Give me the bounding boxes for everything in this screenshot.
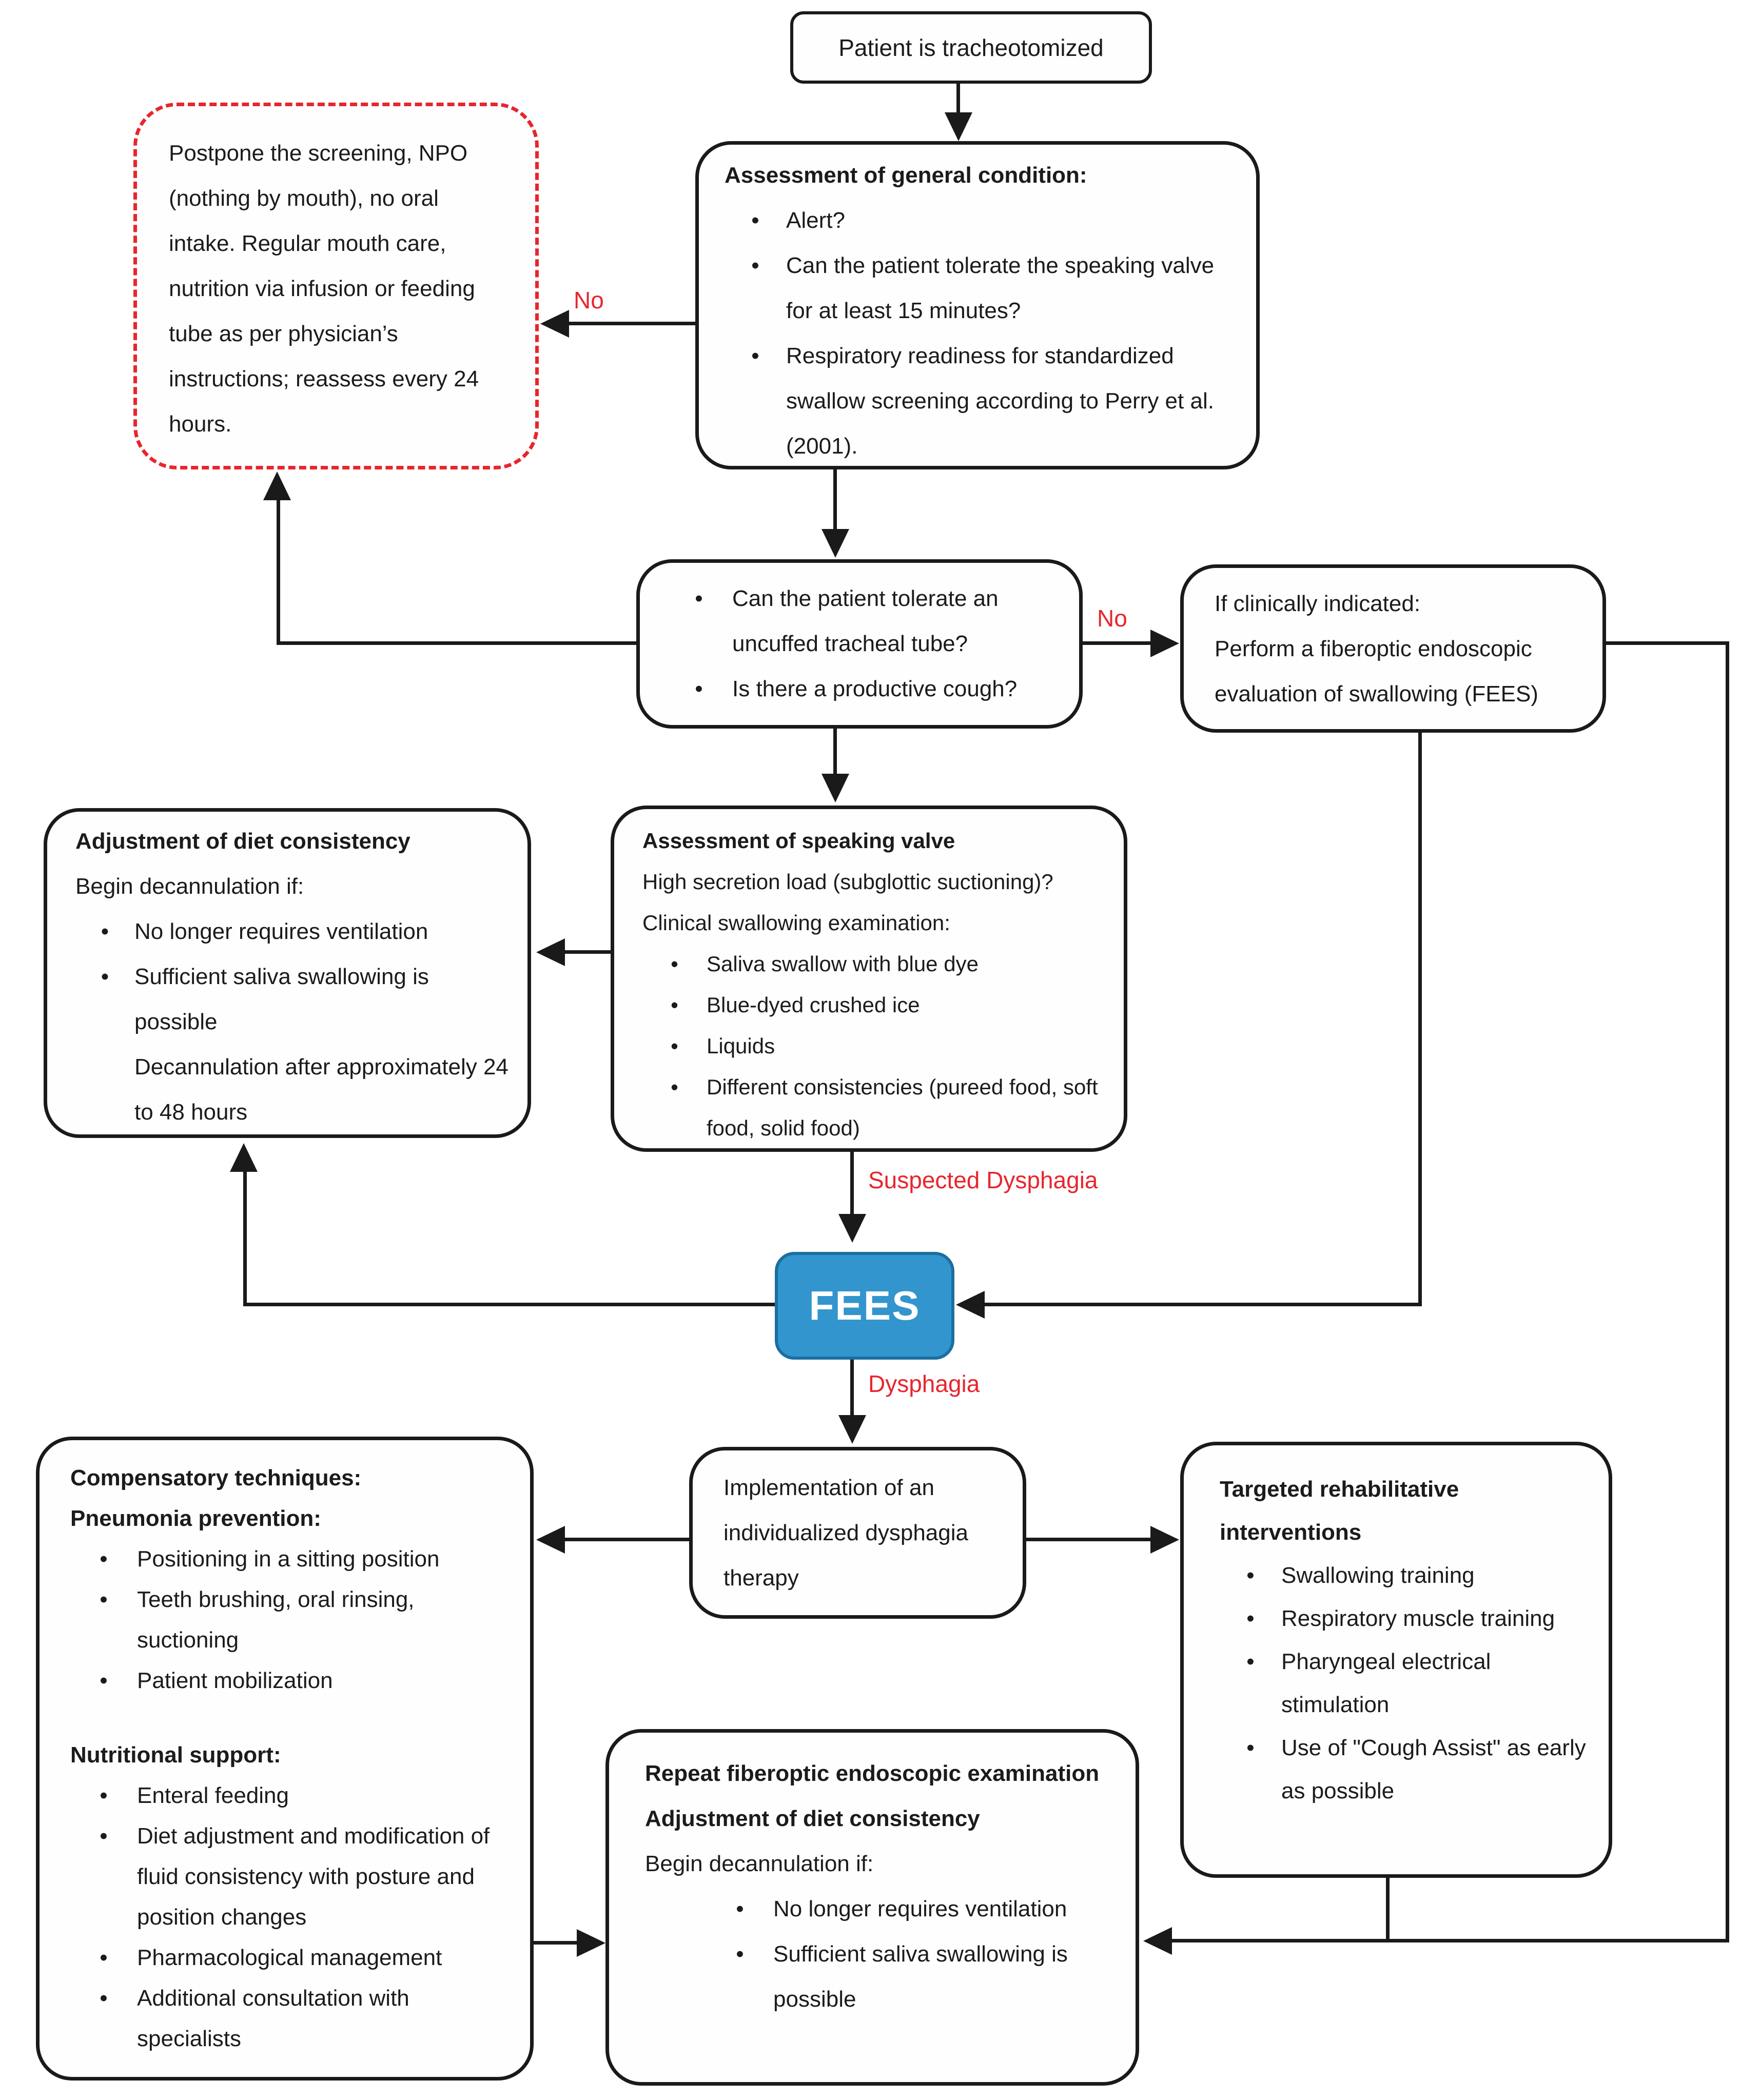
node-implementation-therapy bbox=[689, 1447, 1026, 1619]
node-postpone-text: Postpone the screening, NPO (nothing by mouth), no oral intake. Regular mouth care, nutrition via infusion or feeding tube as per physician’s instructions; reassess every 24 hours. bbox=[169, 141, 479, 437]
bullet-item: • Blue-dyed crushed ice bbox=[642, 985, 1108, 1026]
bullet-dot bbox=[642, 985, 707, 1026]
edge-implementation-targeted-arrowhead bbox=[1150, 1526, 1179, 1554]
bullet-dot bbox=[642, 1067, 707, 1108]
node-assessment-speaking-valve bbox=[611, 806, 1127, 1152]
bullet-dot bbox=[642, 944, 707, 985]
edge-assessment-postpone-arrowhead bbox=[540, 310, 569, 338]
edge-assessment-postpone-line bbox=[567, 322, 695, 325]
edge-implementation-targeted-line bbox=[1026, 1538, 1152, 1541]
edge-fees-diet-hline bbox=[245, 1303, 775, 1306]
edge-decision-speaking-line bbox=[833, 729, 837, 776]
bullet-dot bbox=[70, 1937, 137, 1978]
edge-clinically-repeat-hline-top bbox=[1606, 641, 1729, 645]
bullet-item: • Pharmacological management bbox=[70, 1937, 515, 1978]
bullet-dot bbox=[725, 243, 786, 288]
edge-decision-clinically-arrowhead bbox=[1150, 630, 1179, 657]
edge-compensatory-repeat-arrowhead bbox=[577, 1929, 605, 1957]
edge-clinically-repeat-hline-bottom bbox=[1171, 1939, 1729, 1942]
bullet-dot bbox=[70, 1775, 137, 1816]
edge-speaking-fees-arrowhead bbox=[838, 1214, 866, 1243]
bullet-item: • Different consistencies (pureed food, soft food, solid food) bbox=[642, 1067, 1108, 1149]
bullet-item: • Enteral feeding bbox=[70, 1775, 515, 1816]
edge-assessment-decision-arrowhead bbox=[822, 529, 849, 558]
edge-fees-implementation-arrowhead bbox=[838, 1415, 866, 1444]
bullet-item: • Respiratory readiness for standardized swallow screening according to Perry et al. (2001). bbox=[725, 333, 1241, 469]
node-implementation-text: Implementation of an individualized dysphagia therapy bbox=[723, 1475, 968, 1591]
edge-label-no-postpone: No bbox=[574, 287, 604, 313]
node-line: Decannulation after approximately 24 to 48 hours bbox=[134, 1054, 509, 1125]
bullet-item: • No longer requires ventilation bbox=[645, 1887, 1110, 1932]
bullet-item: • Can the patient tolerate the speaking valve for at least 15 minutes? bbox=[725, 243, 1241, 333]
node-diet-adjustment bbox=[44, 808, 531, 1138]
edge-speaking-diet-line bbox=[564, 950, 612, 954]
edge-decision-postpone-arrowhead bbox=[263, 472, 291, 500]
node-line: Clinical swallowing examination: bbox=[642, 911, 950, 935]
edge-fees-diet-vline bbox=[243, 1171, 247, 1306]
node-title: Compensatory techniques: bbox=[70, 1465, 362, 1490]
bullet-item: • Teeth brushing, oral rinsing, suctioning bbox=[70, 1579, 515, 1660]
node-postpone-screening bbox=[133, 103, 539, 469]
edge-label-suspected-dysphagia: Suspected Dysphagia bbox=[868, 1167, 1098, 1193]
bullet-dot bbox=[70, 1579, 137, 1620]
bullet-dot bbox=[1220, 1640, 1281, 1683]
edge-clinically-fees-hline bbox=[984, 1303, 1422, 1306]
edge-decision-speaking-arrowhead bbox=[822, 774, 849, 802]
edge-decision-postpone-hline bbox=[280, 641, 636, 645]
node-assessment-general-condition bbox=[695, 141, 1260, 469]
node-fees-if-indicated bbox=[1180, 564, 1606, 733]
node-fees-label: FEES bbox=[809, 1283, 921, 1328]
node-targeted-rehabilitative bbox=[1180, 1442, 1612, 1878]
edge-fees-diet-arrowhead bbox=[230, 1143, 258, 1172]
bullet-dot bbox=[70, 1660, 137, 1701]
edge-decision-postpone-vline bbox=[277, 499, 280, 645]
edge-speaking-fees-line bbox=[850, 1152, 854, 1216]
edge-patient-assessment-arrowhead bbox=[945, 112, 972, 141]
node-line: High secretion load (subglottic suctioning)? bbox=[642, 870, 1053, 894]
node-line: If clinically indicated: bbox=[1215, 591, 1421, 616]
bullet-dot bbox=[1220, 1726, 1281, 1770]
edge-clinically-repeat-arrowhead bbox=[1143, 1927, 1172, 1955]
bullet-dot bbox=[725, 333, 786, 379]
edge-implementation-compensatory-line bbox=[564, 1538, 689, 1541]
edge-clinically-fees-vline bbox=[1418, 733, 1422, 1306]
bullet-item: • Use of "Cough Assist" as early as possible bbox=[1220, 1726, 1591, 1813]
bullet-dot bbox=[666, 666, 732, 712]
bullet-dot bbox=[707, 1932, 773, 1977]
node-subtitle: Nutritional support: bbox=[70, 1742, 281, 1768]
edge-patient-assessment-line bbox=[956, 84, 960, 114]
spacer bbox=[70, 1701, 515, 1735]
node-title: Targeted rehabilitative interventions bbox=[1220, 1477, 1459, 1545]
edge-clinically-repeat-vline bbox=[1726, 641, 1729, 1942]
node-subtitle: Adjustment of diet consistency bbox=[645, 1806, 980, 1831]
bullet-dot bbox=[70, 1816, 137, 1856]
bullet-item: • No longer requires ventilation bbox=[75, 909, 512, 954]
node-line: Perform a fiberoptic endoscopic evaluation of swallowing (FEES) bbox=[1215, 636, 1538, 706]
node-line: Begin decannulation if: bbox=[75, 874, 304, 899]
node-compensatory-techniques bbox=[36, 1437, 534, 2081]
bullet-dot bbox=[75, 909, 134, 954]
node-line: Begin decannulation if: bbox=[645, 1851, 874, 1876]
bullet-dot bbox=[75, 954, 134, 999]
node-fees bbox=[775, 1252, 954, 1360]
edge-label-no-clinically: No bbox=[1097, 605, 1127, 632]
node-title: Assessment of general condition: bbox=[725, 163, 1087, 188]
bullet-dot bbox=[725, 198, 786, 243]
edge-fees-implementation-line bbox=[850, 1360, 854, 1417]
node-uncuffed-tube-decision bbox=[636, 559, 1083, 729]
bullet-dot bbox=[666, 576, 732, 621]
edge-assessment-decision-line bbox=[833, 469, 837, 530]
edge-implementation-compensatory-arrowhead bbox=[536, 1526, 565, 1554]
bullet-item: • Patient mobilization bbox=[70, 1660, 515, 1701]
node-title: Assessment of speaking valve bbox=[642, 829, 955, 853]
edge-compensatory-repeat-line bbox=[534, 1941, 579, 1945]
edge-speaking-diet-arrowhead bbox=[536, 938, 565, 966]
node-patient-text: Patient is tracheotomized bbox=[838, 34, 1104, 61]
node-repeat-fees-exam bbox=[605, 1729, 1139, 2086]
node-title: Repeat fiberoptic endoscopic examination bbox=[645, 1761, 1100, 1786]
edge-clinically-fees-arrowhead bbox=[956, 1291, 985, 1319]
edge-targeted-repeat-line bbox=[1386, 1878, 1390, 1942]
bullet-item: • Sufficient saliva swallowing is possible bbox=[645, 1932, 1110, 2022]
bullet-item: • Diet adjustment and modification of fluid consistency with posture and position changes bbox=[70, 1816, 515, 1937]
bullet-dot bbox=[1220, 1597, 1281, 1640]
bullet-dot bbox=[70, 1978, 137, 2018]
bullet-item: • Additional consultation with specialists bbox=[70, 1978, 515, 2059]
bullet-item: • Positioning in a sitting position bbox=[70, 1539, 515, 1579]
bullet-dot bbox=[70, 1539, 137, 1579]
bullet-item: • Liquids bbox=[642, 1026, 1108, 1067]
bullet-item: • Alert? bbox=[725, 198, 1241, 243]
bullet-dot bbox=[1220, 1554, 1281, 1597]
bullet-item: • Can the patient tolerate an uncuffed tracheal tube? bbox=[666, 576, 1064, 666]
bullet-dot bbox=[642, 1026, 707, 1067]
bullet-item: • Respiratory muscle training bbox=[1220, 1597, 1591, 1640]
node-subtitle: Pneumonia prevention: bbox=[70, 1506, 321, 1531]
node-patient-tracheotomized bbox=[790, 11, 1152, 84]
bullet-item: • Is there a productive cough? bbox=[666, 666, 1064, 712]
edge-label-dysphagia: Dysphagia bbox=[868, 1370, 980, 1397]
bullet-dot bbox=[707, 1887, 773, 1932]
bullet-item: • Pharyngeal electrical stimulation bbox=[1220, 1640, 1591, 1726]
edge-decision-clinically-line bbox=[1083, 641, 1153, 645]
bullet-item: • Sufficient saliva swallowing is possible bbox=[75, 954, 512, 1045]
node-title: Adjustment of diet consistency bbox=[75, 829, 410, 854]
bullet-item: • Swallowing training bbox=[1220, 1554, 1591, 1597]
bullet-item: • Saliva swallow with blue dye bbox=[642, 944, 1108, 985]
